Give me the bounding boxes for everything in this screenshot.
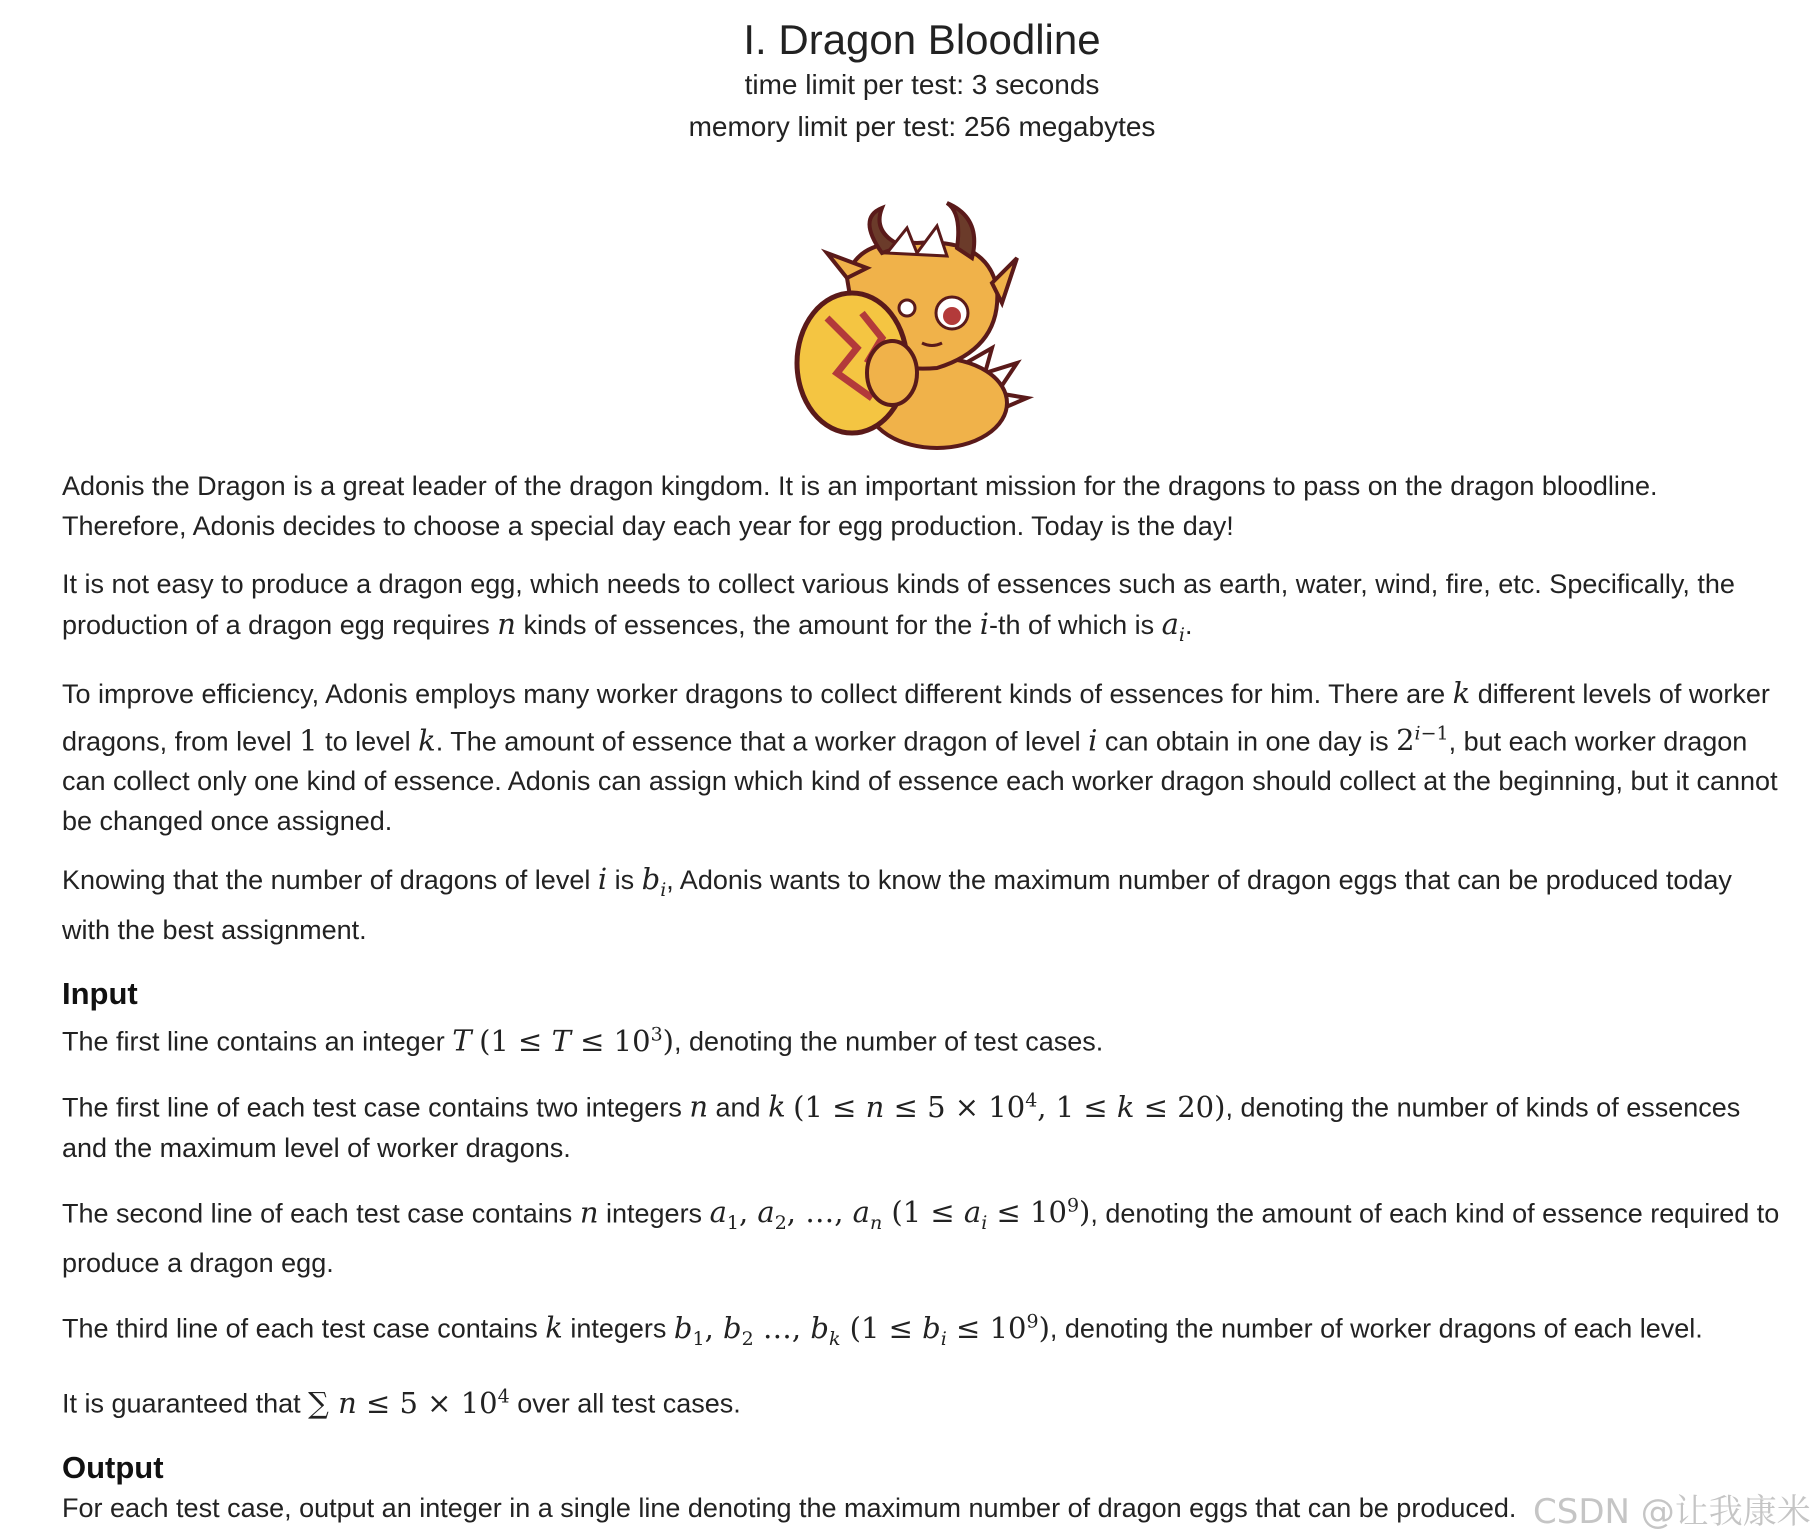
- input-line-2: The first line of each test case contains two integers n and k ($1 \le n \le 5 \times 10^4$, 1 ≤ k ≤ 20), denoting the number of kinds of essences and the maximum level of worker dragons.: [62, 1088, 1741, 1163]
- text-segment: . The amount of essence that a worker dragon of level: [435, 726, 1089, 757]
- input-line-4: The third line of each test case contains k integers $b_1$, $b_2$ …, $b_k$ $(1 \le b_i \le 10^9)$, denoting the number of worker dragons of each level.: [62, 1310, 1703, 1350]
- text-segment: Knowing that the number of dragons of level: [62, 865, 598, 896]
- text-segment: over all test cases.: [509, 1389, 741, 1420]
- statement-paragraph-1: Adonis the Dragon is a great leader of the dragon kingdom. It is an important mission for the dragons to pass on the dragon bloodline. Therefore, Adonis decides to choose a special day each year for egg production. Today is the day!: [62, 471, 1658, 541]
- text-segment: integers: [562, 1313, 674, 1344]
- text-segment: different levels of worker dragons, from level: [62, 678, 1770, 757]
- statement-paragraph-3: To improve efficiency, Adonis employs many worker dragons to collect different kinds of essences for him. There are k different levels of worker dragons, from level 1 to level k. The amount of essence that a worker dragon of level i can obtain in one day is $2^{i-1}$, but each worker dragon can collect only one kind of essence. Adonis can assign which kind of essence each worker dragon should collect at the beginning, but it cannot be changed once assigned.: [62, 675, 1778, 837]
- text-segment: , denoting the number of kinds of essences and the maximum level of worker dragons.: [62, 1092, 1741, 1163]
- text-segment: The first line of each test case contains two integers: [62, 1092, 690, 1123]
- problem-statement: [62, 0, 1782, 1528]
- statement-paragraph-4: Knowing that the number of dragons of level i is $b_i$, Adonis wants to know the maximum number of dragon eggs that can be produced today with the best assignment.: [62, 862, 1732, 946]
- text-segment: , denoting the number of test cases.: [673, 1026, 1104, 1057]
- text-segment: and: [708, 1092, 769, 1123]
- dragon-mascot-image: [787, 198, 1057, 458]
- text-segment: It is guaranteed that: [62, 1389, 309, 1420]
- output-heading: Output: [62, 1450, 164, 1486]
- output-text: For each test case, output an integer in a single line denoting the maximum number of dragon eggs that can be produced.: [62, 1493, 1517, 1524]
- text-segment: kinds of essences, the amount for the: [515, 610, 980, 640]
- text-segment: The third line of each test case contains: [62, 1313, 546, 1344]
- text-segment: The second line of each test case contains: [62, 1198, 580, 1229]
- text-segment: It is not easy to produce a dragon egg, which needs to collect various kinds of essences such as earth, water, wind, fire, etc. Specifically, the production of a dragon egg requires: [62, 569, 1735, 640]
- input-heading: Input: [62, 976, 138, 1012]
- text-segment: , Adonis wants to know the maximum number of dragon eggs that can be produced today with the best assignment.: [62, 865, 1732, 946]
- input-line-1: The first line contains an integer T $(1 \le T \le 10^3)$, denoting the number of test cases.: [62, 1023, 1104, 1058]
- time-limit: time limit per test: 3 seconds: [744, 69, 1100, 100]
- text-segment: to level: [317, 726, 419, 757]
- watermark: CSDN @让我康米: [1533, 1492, 1811, 1532]
- statement-paragraph-2: It is not easy to produce a dragon egg, which needs to collect various kinds of essences such as earth, water, wind, fire, etc. Specifically, the production of a dragon egg requires n kinds of essences, the amount for the i-th of which is $a_i$.: [62, 569, 1735, 646]
- input-line-5: It is guaranteed that ∑ $n \le 5 \times 10^4$ over all test cases.: [62, 1385, 741, 1421]
- text-segment: , but each worker dragon can collect only one kind of essence. Adonis can assign which kind of essence each worker dragon should collect at the beginning, but it cannot be changed once assigned.: [62, 726, 1778, 837]
- text-segment: integers: [598, 1198, 710, 1229]
- text-segment: -th of which is: [989, 610, 1162, 640]
- text-segment: , denoting the number of worker dragons of each level.: [1049, 1313, 1703, 1344]
- text-segment: The first line contains an integer: [62, 1026, 453, 1057]
- problem-title: I. Dragon Bloodline: [743, 16, 1101, 63]
- input-line-3: The second line of each test case contains n integers $a_1$, $a_2$, …, $a_n$ $(1 \le a_i \le 10^9)$, denoting the amount of each kind of essence required to produce a dragon egg.: [62, 1194, 1780, 1279]
- text-segment: is: [607, 865, 642, 896]
- text-segment: , denoting the amount of each kind of essence required to produce a dragon egg.: [62, 1198, 1780, 1279]
- memory-limit: memory limit per test: 256 megabytes: [688, 111, 1156, 142]
- text-segment: can obtain in one day is: [1097, 726, 1397, 757]
- text-segment: To improve efficiency, Adonis employs many worker dragons to collect different kinds of essences for him. There are: [62, 678, 1453, 709]
